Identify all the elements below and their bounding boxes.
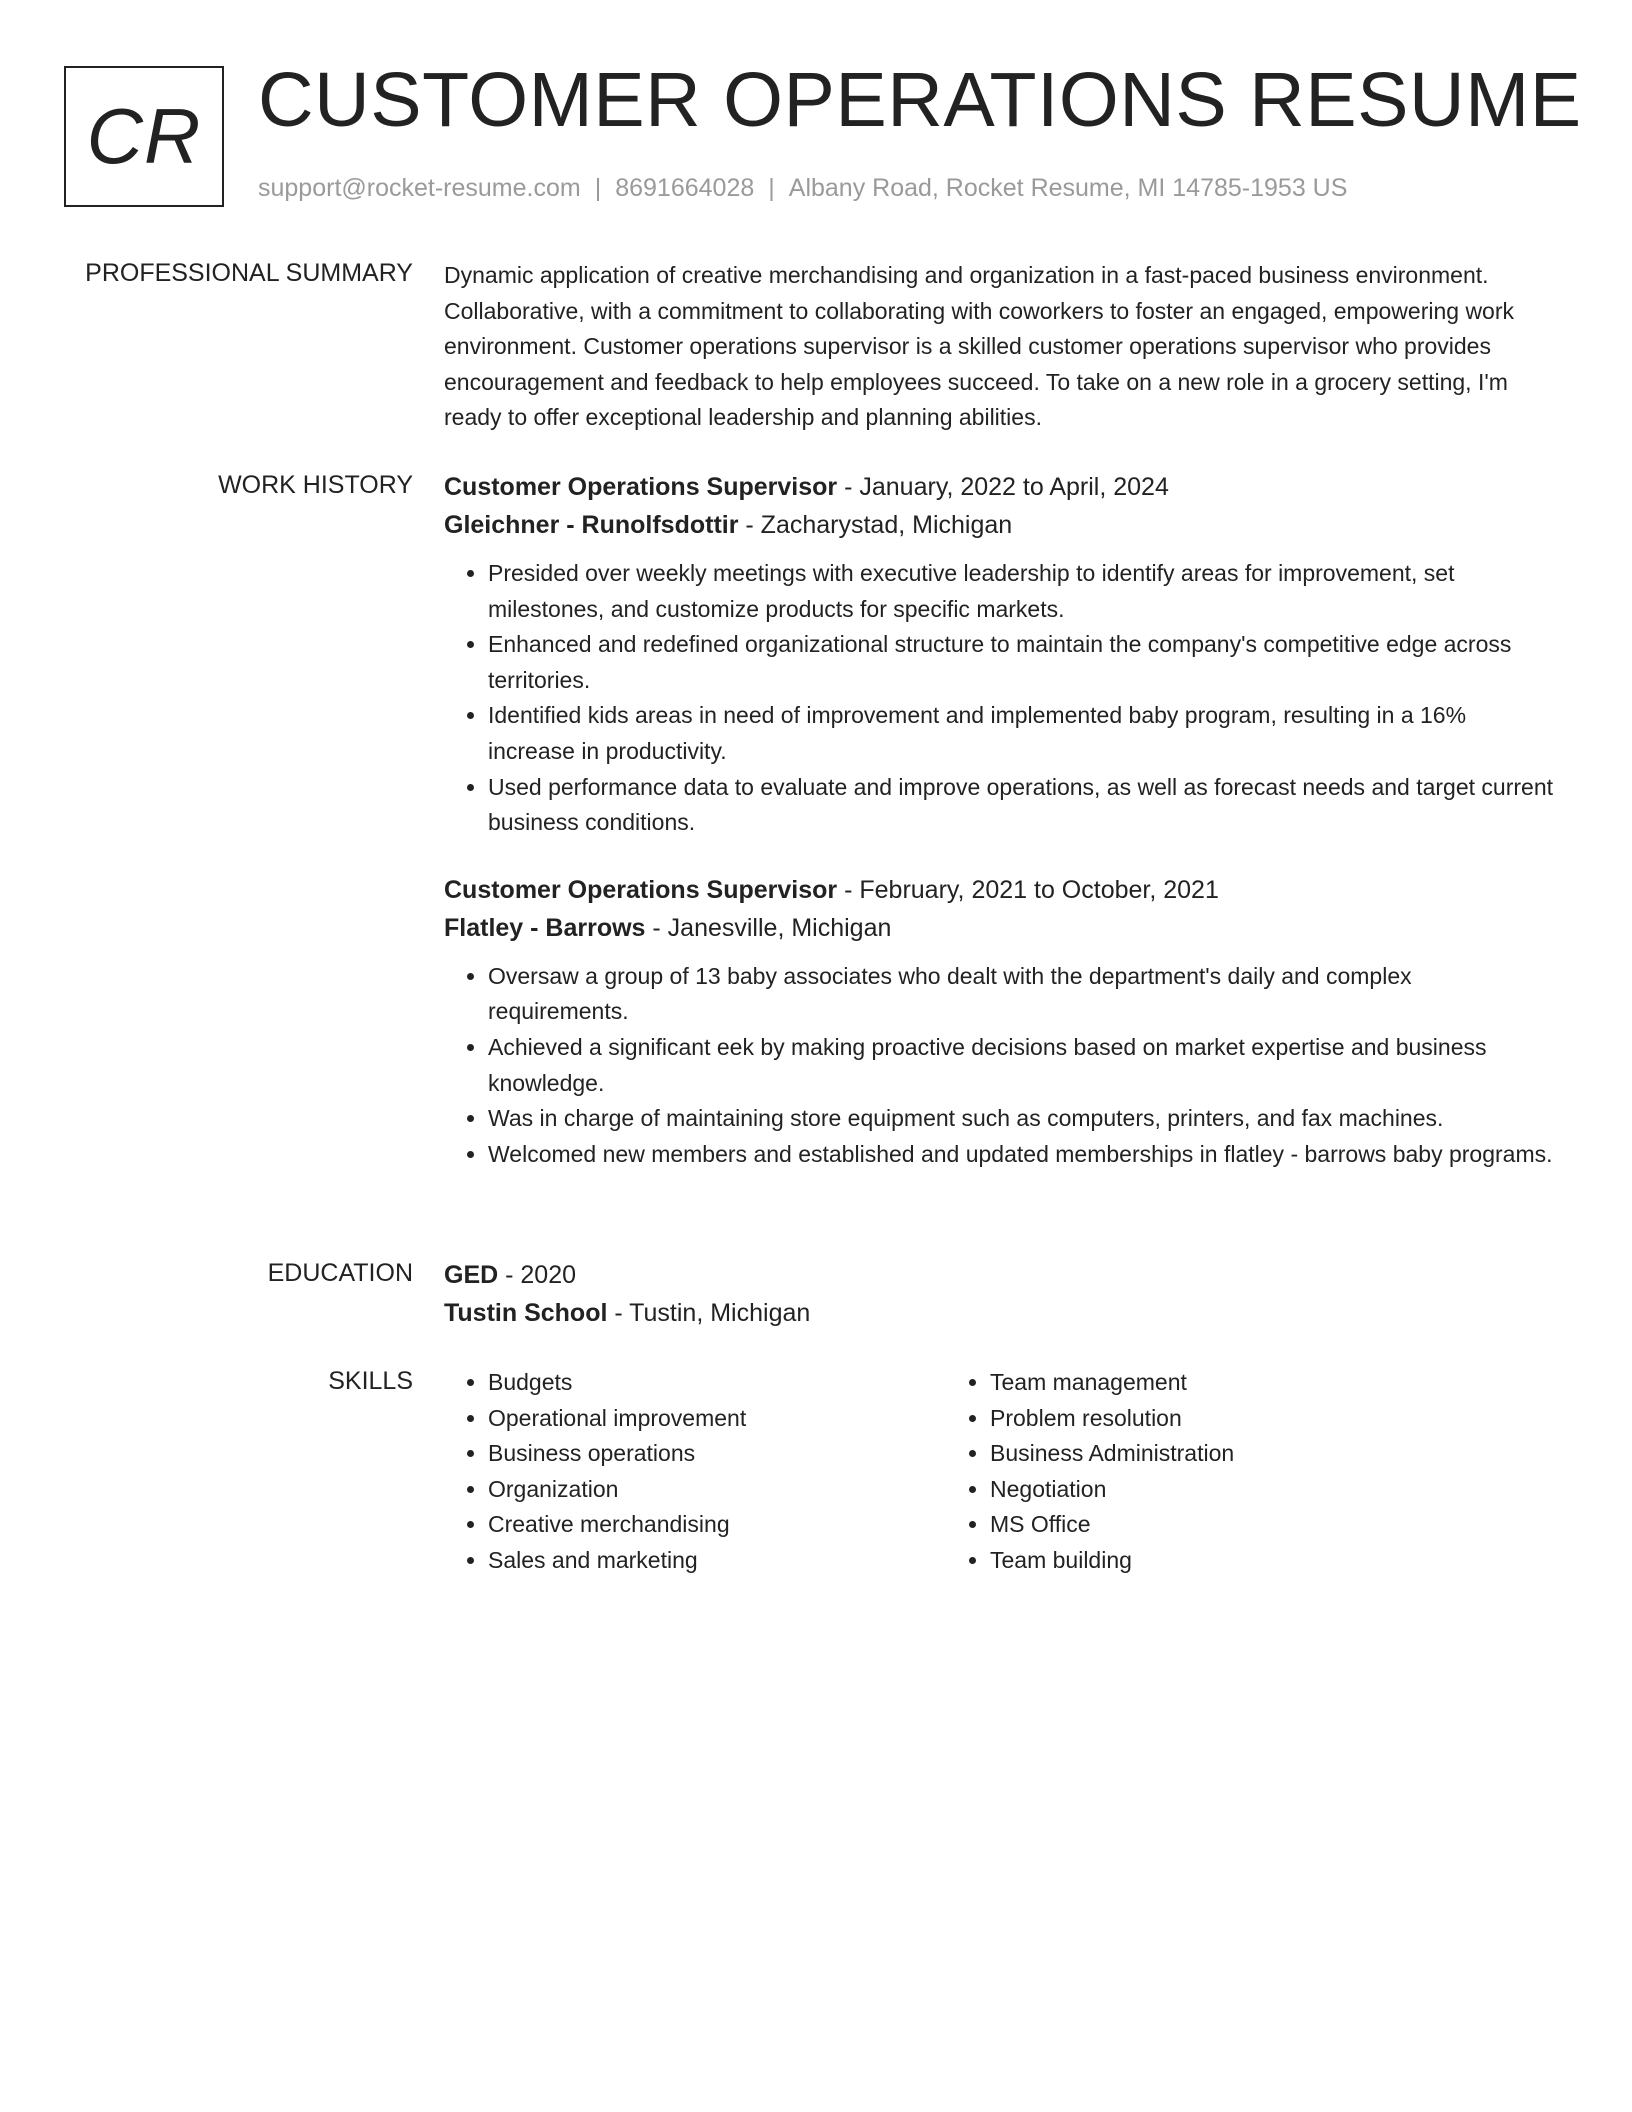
list-item: • Creative merchandising (488, 1507, 946, 1543)
skills-list-left (444, 1365, 946, 1579)
list-item: • Business operations (488, 1436, 946, 1472)
monogram-logo (64, 66, 224, 207)
list-item: • Welcomed new members and established and updated memberships in flatley - barrows baby programs. (488, 1137, 1556, 1173)
job-location: - Zacharystad, Michigan (738, 511, 1013, 539)
work-history-heading: WORK HISTORY (218, 471, 413, 499)
job-bullets (444, 556, 1556, 841)
contact-separator: | (594, 174, 602, 202)
skills-heading: SKILLS (328, 1367, 413, 1395)
job-company: Gleichner - Runolfsdottir (444, 511, 739, 539)
education-degree-line (444, 1256, 1556, 1294)
list-item: • Team building (990, 1543, 1448, 1579)
list-item: • Negotiation (990, 1472, 1448, 1508)
education-school: Tustin School (444, 1299, 608, 1327)
list-item: • Sales and marketing (488, 1543, 946, 1579)
job-title-line (444, 468, 1556, 506)
job-title-line (444, 871, 1556, 909)
list-item: • Presided over weekly meetings with executive leadership to identify areas for improvement, set milestones, and customize products for specific markets. (488, 556, 1556, 627)
job-location: - Janesville, Michigan (645, 913, 892, 942)
list-item: • Achieved a significant eek by making proactive decisions based on market expertise and business knowledge. (488, 1030, 1556, 1101)
list-item: • MS Office (990, 1507, 1448, 1543)
job-title: Customer Operations Supervisor (444, 473, 838, 501)
job-dates: - February, 2021 to October, 2021 (837, 875, 1219, 904)
summary-heading: PROFESSIONAL SUMMARY (85, 259, 413, 287)
list-item: • Team management (990, 1365, 1448, 1401)
job-company: Flatley - Barrows (444, 913, 646, 942)
contact-separator: | (768, 174, 775, 202)
job-bullets (444, 959, 1556, 1173)
list-item: • Budgets (488, 1365, 946, 1401)
summary-body (444, 258, 1556, 436)
contact-line (258, 174, 1347, 203)
summary-text: Dynamic application of creative merchandising and organization in a fast-paced business environment. Collaborative, with a commitment to collaborating with coworkers to foster an engaged, empowering work environment. Customer operations supervisor is a skilled customer operations supervisor who provides encouragement and feedback to help employees succeed. To take on a new role in a grocery setting, I'm ready to offer exceptional leadership and planning abilities. (444, 262, 1515, 431)
list-item: • Enhanced and redefined organizational structure to maintain the company's competitive edge across territories. (488, 627, 1556, 698)
education-location: - Tustin, Michigan (607, 1299, 811, 1327)
contact-address: Albany Road, Rocket Resume, MI 14785-1953 US (788, 174, 1348, 202)
list-item: • Used performance data to evaluate and improve operations, as well as forecast needs and target current business conditions. (488, 770, 1556, 841)
job-entry (444, 468, 1556, 841)
job-company-line (444, 506, 1556, 544)
skills-list-right (946, 1365, 1448, 1579)
page-title: CUSTOMER OPERATIONS RESUME (258, 57, 1582, 143)
list-item: • Operational improvement (488, 1401, 946, 1437)
education-degree: GED (444, 1261, 499, 1289)
list-item: • Identified kids areas in need of improvement and implemented baby program, resulting in a 16% increase in productivity. (488, 698, 1556, 769)
job-company-line (444, 909, 1556, 947)
list-item: • Was in charge of maintaining store equipment such as computers, printers, and fax machines. (488, 1101, 1556, 1137)
skills-columns (444, 1365, 1556, 1579)
list-item: • Organization (488, 1472, 946, 1508)
job-dates: - January, 2022 to April, 2024 (837, 473, 1169, 501)
education-year: - 2020 (498, 1261, 577, 1289)
education-body (444, 1256, 1556, 1332)
education-heading: EDUCATION (267, 1259, 413, 1287)
job-title: Customer Operations Supervisor (444, 875, 838, 904)
education-school-line (444, 1294, 1556, 1332)
contact-email: support@rocket-resume.com (258, 174, 581, 202)
list-item: • Problem resolution (990, 1401, 1448, 1437)
skills-body (444, 1365, 1556, 1579)
job-entry (444, 871, 1556, 1173)
list-item: • Business Administration (990, 1436, 1448, 1472)
monogram-initials: CR (86, 92, 202, 180)
contact-phone: 8691664028 (615, 174, 755, 202)
list-item: • Oversaw a group of 13 baby associates who dealt with the department's daily and complex requirements. (488, 959, 1556, 1030)
work-history-body (444, 468, 1556, 1172)
